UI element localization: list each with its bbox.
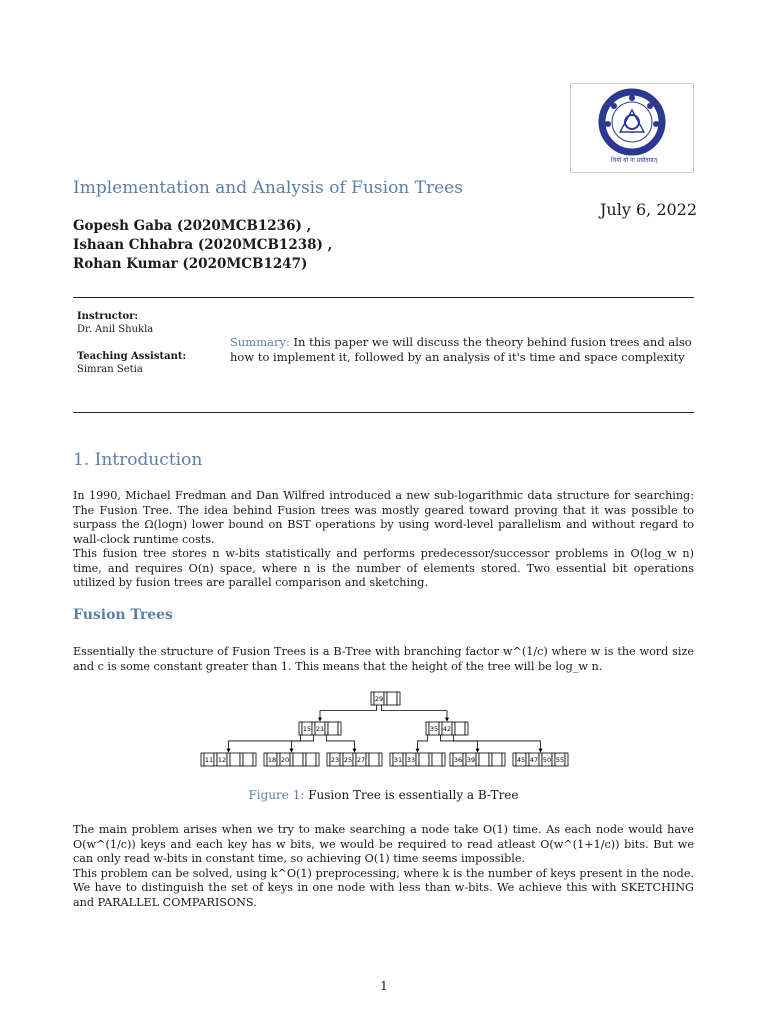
fusion-paragraph-2: The main problem arises when we try to make searching a node take O(1) time. As each node would have O(w^(1/c)) keys and each key has w bits, we would be required to read atleast O(w^(1+1/c)) bits. But we can only read w-bits in constant time, so achieving O(1) time seems impossible. <box>73 823 694 865</box>
tree-edge <box>454 735 541 752</box>
fusion-paragraphs <box>73 823 694 910</box>
key-cell <box>432 753 442 766</box>
pointer-slot <box>463 753 466 766</box>
pointer-slot <box>403 753 406 766</box>
tree-edge <box>327 735 355 752</box>
pointer-slot <box>325 722 328 735</box>
leaf-node <box>450 753 505 766</box>
tree-edge <box>229 735 301 752</box>
pointer-slot <box>397 692 400 705</box>
ta-label: Teaching Assistant: <box>77 351 187 362</box>
pointer-slot <box>539 753 542 766</box>
key-cell <box>419 753 429 766</box>
pointer-slot <box>442 753 445 766</box>
tree-edge <box>320 705 377 721</box>
figure-label: Figure 1: <box>248 788 305 802</box>
pointer-slot <box>379 753 382 766</box>
intro-paragraphs <box>73 489 694 591</box>
key-label: 50 <box>542 755 552 764</box>
pointer-slot <box>240 753 243 766</box>
key-label: 29 <box>374 694 384 703</box>
pointer-slot <box>201 753 204 766</box>
pointer-slot <box>390 753 393 766</box>
header-rule-top <box>73 297 694 298</box>
key-label: 42 <box>442 724 452 733</box>
pointer-slot <box>366 753 369 766</box>
internal-node-left <box>299 722 341 735</box>
summary-label: Summary: <box>230 335 290 349</box>
key-cell <box>230 753 240 766</box>
pointer-slot <box>303 753 306 766</box>
internal-node-right <box>426 722 468 735</box>
fusion-paragraph-1: Essentially the structure of Fusion Trees is a B-Tree with branching factor w^(1/c) where w is the word size and c is some constant greater than 1. This means that the height of the tree will be log_w n. <box>73 645 694 673</box>
key-label: 21 <box>315 724 325 733</box>
pointer-slot <box>338 722 341 735</box>
key-cell <box>369 753 379 766</box>
pointer-slot <box>353 753 356 766</box>
author-3: Rohan Kumar (2020MCB1247) <box>73 256 308 272</box>
pointer-slot <box>452 722 455 735</box>
fusion-paragraph-3: This problem can be solved, using k^O(1) preprocessing, where k is the number of keys present in the node. We have to distinguish the set of keys in one node with less than w-bits. We achieve this with SKETCHING and PARALLEL COMPARISONS. <box>73 866 694 909</box>
btree-figure <box>195 688 575 770</box>
intro-paragraph-1: In 1990, Michael Fredman and Dan Wilfred introduced a new sub-logarithmic data structure for searching: The Fusion Tree. The idea behind Fusion trees was mostly geared toward proving that it was possible to surpass the Ω(logn) lower bound on BST operations by using word-level parallelism and without regard to wall-clock runtime costs. <box>73 489 694 546</box>
pointer-slot <box>426 722 429 735</box>
key-label: 27 <box>356 755 366 764</box>
key-cell <box>243 753 253 766</box>
summary-text: In this paper we will discuss the theory behind fusion trees and also how to implement it, followed by an analysis of it's time and space complexity <box>230 335 692 364</box>
pointer-slot <box>384 692 387 705</box>
key-label: 12 <box>217 755 227 764</box>
ta-name: Simran Setia <box>77 364 143 375</box>
pointer-slot <box>316 753 319 766</box>
paper-date: July 6, 2022 <box>600 200 698 219</box>
key-label: 31 <box>393 755 403 764</box>
key-label: 33 <box>406 755 416 764</box>
key-label: 55 <box>555 755 565 764</box>
pointer-slot <box>489 753 492 766</box>
tree-edge <box>418 735 428 752</box>
author-1: Gopesh Gaba (2020MCB1236) , <box>73 218 312 234</box>
pointer-slot <box>312 722 315 735</box>
pointer-slot <box>565 753 568 766</box>
key-label: 11 <box>204 755 214 764</box>
summary <box>230 335 694 365</box>
leaf-node <box>513 753 568 766</box>
leaf-node <box>201 753 256 766</box>
leaf-node <box>327 753 382 766</box>
pointer-slot <box>416 753 419 766</box>
key-label: 47 <box>529 755 539 764</box>
key-label: 45 <box>516 755 526 764</box>
tree-edge <box>292 735 314 752</box>
pointer-slot <box>227 753 230 766</box>
key-cell <box>455 722 465 735</box>
intro-paragraph-2: This fusion tree stores n w-bits statistically and performs predecessor/successor problems in O(log_w n) time, and requires O(n) space, where n is the number of elements stored. Two essential bit operations utilized by fusion trees are parallel comparison and sketching. <box>73 547 694 589</box>
pointer-slot <box>214 753 217 766</box>
pointer-slot <box>502 753 505 766</box>
root-node <box>371 692 400 705</box>
pointer-slot <box>552 753 555 766</box>
pointer-slot <box>327 753 330 766</box>
pointer-slot <box>476 753 479 766</box>
tree-edge <box>382 705 448 721</box>
key-cell <box>328 722 338 735</box>
figure-caption-text: Fusion Tree is essentially a B-Tree <box>308 788 519 802</box>
tree-edge <box>441 735 478 752</box>
pointer-slot <box>526 753 529 766</box>
pointer-slot <box>371 692 374 705</box>
key-label: 36 <box>453 755 463 764</box>
leaf-node <box>390 753 445 766</box>
key-label: 25 <box>343 755 353 764</box>
pointer-slot <box>253 753 256 766</box>
key-label: 18 <box>267 755 277 764</box>
pointer-slot <box>340 753 343 766</box>
pointer-slot <box>513 753 516 766</box>
key-cell <box>293 753 303 766</box>
leaf-node <box>264 753 319 766</box>
figure-caption <box>73 788 694 802</box>
pointer-slot <box>429 753 432 766</box>
key-label: 23 <box>330 755 340 764</box>
pointer-slot <box>290 753 293 766</box>
pointer-slot <box>277 753 280 766</box>
pointer-slot <box>264 753 267 766</box>
page-number: 1 <box>380 979 388 993</box>
subsection-heading-fusion-trees: Fusion Trees <box>73 607 173 623</box>
key-label: 39 <box>466 755 476 764</box>
key-cell <box>387 692 397 705</box>
key-cell <box>306 753 316 766</box>
pointer-slot <box>299 722 302 735</box>
pointer-slot <box>465 722 468 735</box>
key-label: 15 <box>302 724 312 733</box>
instructor-label: Instructor: <box>77 311 139 322</box>
key-cell <box>492 753 502 766</box>
key-label: 35 <box>429 724 439 733</box>
key-label: 20 <box>280 755 290 764</box>
header-rule-bottom <box>73 412 694 413</box>
pointer-slot <box>450 753 453 766</box>
institute-logo <box>570 83 694 173</box>
author-2: Ishaan Chhabra (2020MCB1238) , <box>73 237 333 253</box>
paper-title: Implementation and Analysis of Fusion Trees <box>73 178 463 198</box>
pointer-slot <box>439 722 442 735</box>
key-cell <box>479 753 489 766</box>
instructor-name: Dr. Anil Shukla <box>77 324 154 335</box>
logo-motto: धियो यो नः प्रचोदयात् <box>611 157 657 164</box>
section-heading-introduction: 1. Introduction <box>73 450 203 470</box>
